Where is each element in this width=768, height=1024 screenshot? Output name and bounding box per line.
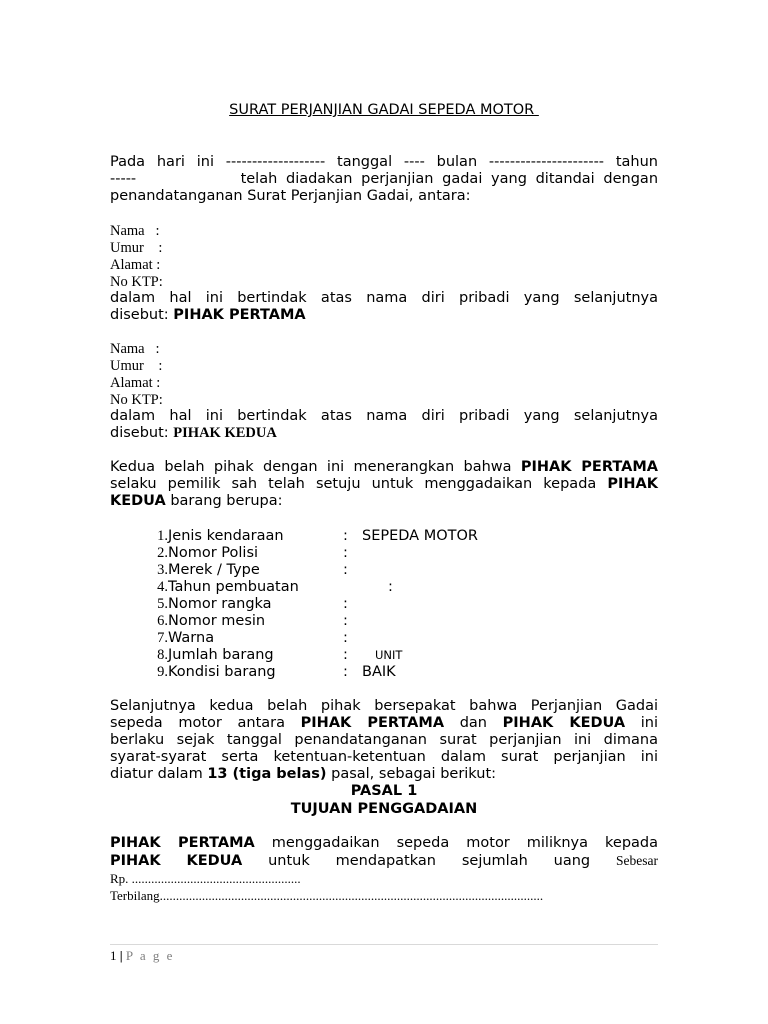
party2-field-umur: Umur : — [110, 358, 163, 374]
item-number: 3. — [157, 562, 168, 578]
item-label: Warna — [168, 630, 215, 646]
party2-field-ktp: No KTP: — [110, 392, 163, 408]
pasal1-line-2 — [110, 852, 658, 869]
list-item — [110, 630, 658, 647]
statement-paragraph — [110, 459, 658, 510]
agreement-paragraph — [110, 698, 658, 783]
item-label: Merek / Type — [168, 562, 260, 578]
party1-field-umur: Umur : — [110, 240, 163, 256]
item-label: Jenis kendaraan — [168, 528, 284, 544]
pasal1-untuk: untuk — [268, 853, 310, 869]
party1-desc-prefix: disebut: — [110, 307, 174, 323]
pasal1-uang: uang — [553, 853, 591, 869]
document-title: SURAT PERJANJIAN GADAI SEPEDA MOTOR — [229, 102, 539, 118]
statement-line-2 — [110, 476, 658, 493]
item-number: 8. — [157, 647, 168, 663]
item-number: 4. — [157, 579, 168, 595]
statement-line-1-text: Kedua belah pihak dengan ini menerangkan bahwa — [110, 459, 521, 475]
pasal-heading: PASAL 1 — [350, 783, 418, 799]
list-item — [110, 596, 658, 613]
item-value: SEPEDA MOTOR — [362, 528, 478, 544]
intro-line-1: Pada hari ini ------------------- tanggal ---- bulan ---------------------- tahun — [110, 154, 658, 170]
pasal1-amount — [110, 870, 658, 904]
party1-description — [110, 290, 658, 324]
party1-role: PIHAK PERTAMA — [173, 307, 306, 323]
intro-line-2 — [110, 171, 658, 188]
item-colon: : — [343, 545, 348, 561]
agreement-line-5 — [110, 766, 658, 783]
list-item — [110, 562, 658, 579]
party2-fields — [110, 341, 658, 409]
item-value: UNIT — [375, 648, 403, 662]
party1-field-alamat: Alamat : — [110, 257, 161, 273]
list-item — [110, 528, 658, 545]
pasal1-sejumlah: sejumlah — [461, 853, 528, 869]
item-label: Kondisi barang — [168, 664, 276, 680]
pasal1-line-1-text: menggadaikan sepeda motor miliknya kepada — [254, 835, 658, 851]
pasal-subheading: TUJUAN PENGGADAIAN — [290, 801, 478, 817]
item-number: 2. — [157, 545, 168, 561]
item-colon: : — [343, 647, 348, 663]
party2-desc-line-2 — [110, 425, 658, 442]
agreement-line-2 — [110, 715, 658, 732]
party2-desc-line-1: dalam hal ini bertindak atas nama diri pribadi yang selanjutnya — [110, 408, 658, 424]
footer-divider — [110, 944, 658, 945]
footer-page-label: P a g e — [125, 948, 175, 963]
item-number: 1. — [157, 528, 168, 544]
agreement-line-1: Selanjutnya kedua belah pihak bersepakat bahwa Perjanjian Gadai — [110, 698, 658, 714]
list-item — [110, 579, 658, 596]
item-value: BAIK — [362, 664, 396, 680]
pasal1-paragraph — [110, 835, 658, 869]
intro-line-2-text: telah diadakan perjanjian gadai yang ditandai dengan — [240, 171, 659, 187]
pasal1-pihak: PIHAK — [110, 853, 161, 869]
item-colon: : — [343, 596, 348, 612]
statement-pihak-pertama: PIHAK PERTAMA — [520, 459, 658, 475]
party2-role: PIHAK KEDUA — [173, 425, 277, 441]
item-label: Nomor rangka — [168, 596, 272, 612]
agreement-text: sepeda motor antara — [110, 715, 301, 731]
agreement-ini: ini — [625, 715, 658, 731]
item-list — [110, 528, 658, 681]
statement-kedua: KEDUA — [110, 493, 166, 509]
item-colon: : — [343, 562, 348, 578]
agreement-pihak-pertama: PIHAK PERTAMA — [300, 715, 445, 731]
pasal1-terbilang-line: Terbilang...................................................................................................................... — [110, 888, 544, 903]
statement-line-3 — [110, 493, 658, 510]
footer-page-number: 1 — [110, 948, 117, 963]
agreement-line-4: syarat-syarat serta ketentuan-ketentuan dalam surat perjanjian ini — [110, 749, 658, 765]
pasal1-rp-line: Rp. .................................................... — [110, 871, 301, 886]
pasal1-pihak-pertama: PIHAK PERTAMA — [110, 835, 255, 851]
party1-desc-line-2 — [110, 307, 658, 324]
pasal1-line-1 — [110, 835, 658, 852]
footer-separator: | — [116, 948, 126, 963]
party1-fields — [110, 223, 658, 291]
party2-field-alamat: Alamat : — [110, 375, 161, 391]
pasal1-kedua: KEDUA — [186, 853, 243, 869]
item-label: Jumlah barang — [168, 647, 274, 663]
item-colon: : — [343, 630, 348, 646]
agreement-diatur: diatur dalam — [110, 766, 208, 782]
agreement-dan: dan — [444, 715, 503, 731]
statement-pihak: PIHAK — [607, 476, 658, 492]
intro-paragraph — [110, 154, 658, 205]
list-item — [110, 613, 658, 630]
item-label: Nomor mesin — [168, 613, 266, 629]
pasal1-sebesar: Sebesar — [616, 853, 658, 868]
pasal1-mendapatkan: mendapatkan — [335, 853, 436, 869]
page-footer — [110, 948, 174, 964]
intro-line-2-dashes: ----- — [110, 171, 137, 187]
party2-desc-prefix: disebut: — [110, 425, 174, 441]
list-item — [110, 647, 658, 664]
item-label: Nomor Polisi — [168, 545, 259, 561]
list-item — [110, 664, 658, 681]
agreement-line-3: berlaku sejak tanggal penandatanganan surat perjanjian ini dimana — [110, 732, 658, 748]
item-number: 9. — [157, 664, 168, 680]
item-colon: : — [343, 528, 348, 544]
party1-desc-line-1: dalam hal ini bertindak atas nama diri pribadi yang selanjutnya — [110, 290, 658, 306]
list-item — [110, 545, 658, 562]
item-number: 6. — [157, 613, 168, 629]
intro-line-3: penandatanganan Surat Perjanjian Gadai, antara: — [110, 188, 471, 204]
agreement-pasal-text: pasal, sebagai berikut: — [326, 766, 497, 782]
item-colon: : — [388, 579, 393, 595]
item-label: Tahun pembuatan — [168, 579, 299, 595]
statement-line-1 — [110, 459, 658, 476]
statement-line-3-text: barang berupa: — [165, 493, 283, 509]
item-colon: : — [343, 613, 348, 629]
item-number: 7. — [157, 630, 168, 646]
item-colon: : — [343, 664, 348, 680]
party1-field-nama: Nama : — [110, 223, 160, 239]
party2-description — [110, 408, 658, 442]
party1-field-ktp: No KTP: — [110, 274, 163, 290]
statement-line-2-text: selaku pemilik sah telah setuju untuk menggadaikan kepada — [110, 476, 608, 492]
agreement-pihak-kedua: PIHAK KEDUA — [502, 715, 626, 731]
item-number: 5. — [157, 596, 168, 612]
agreement-pasal-count: 13 (tiga belas) — [207, 766, 327, 782]
party2-field-nama: Nama : — [110, 341, 160, 357]
